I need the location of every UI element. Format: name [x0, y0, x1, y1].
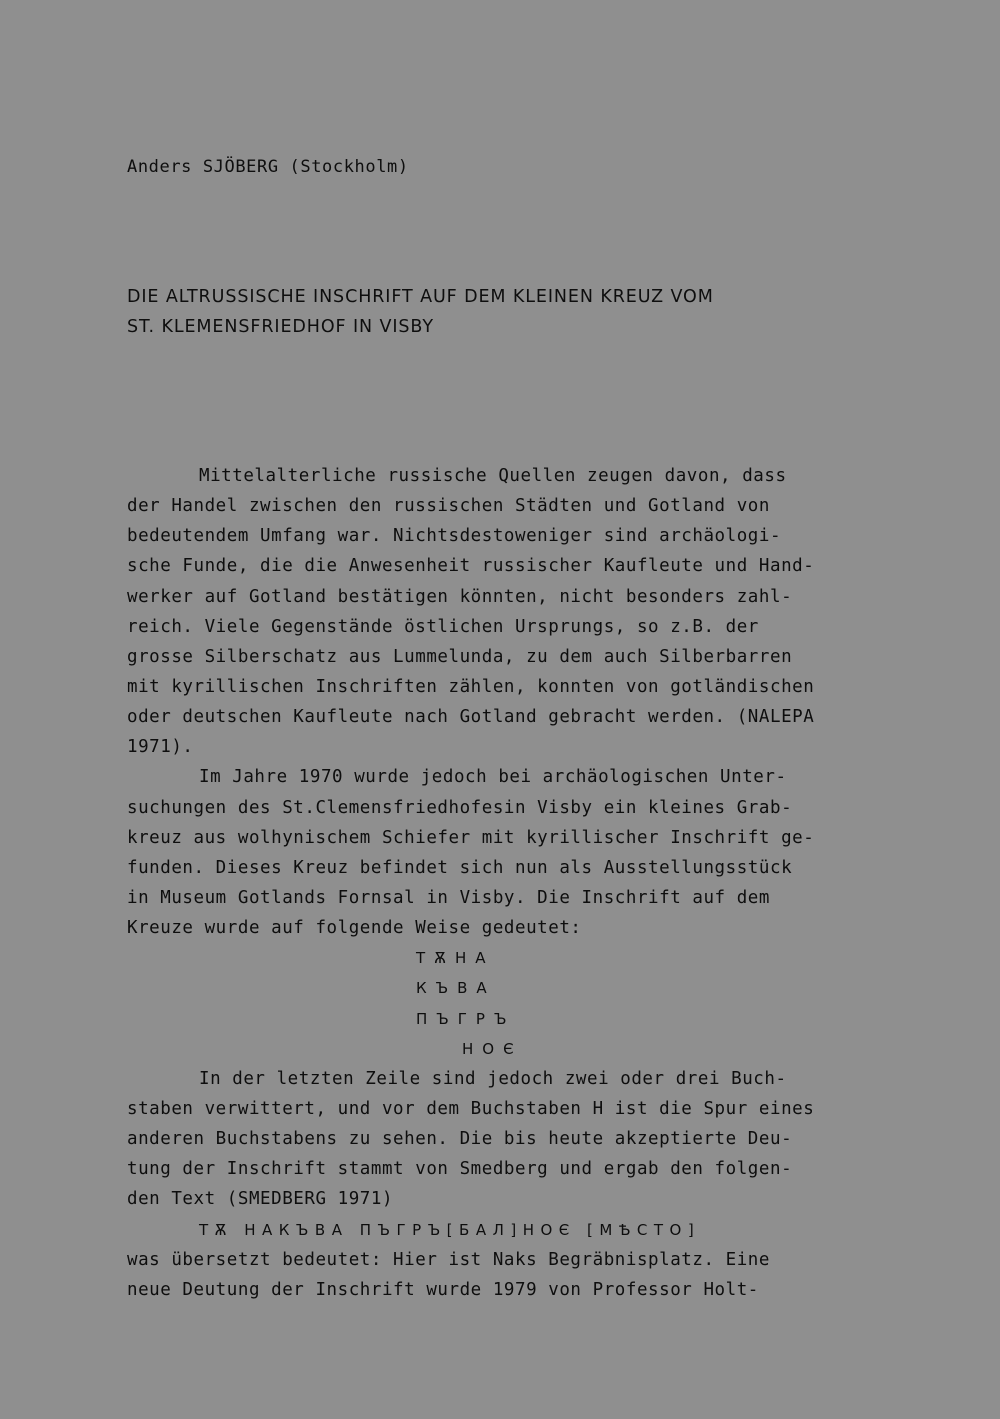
paragraph-line: suchungen des St.Clemensfriedhofesin Visby ein kleines Grab- — [127, 797, 793, 818]
paragraph-line: der Handel zwischen den russischen Städten und Gotland von — [127, 496, 770, 517]
paragraph-line: Kreuze wurde auf folgende Weise gedeutet: — [127, 918, 582, 939]
paragraph-line: tung der Inschrift stammt von Smedberg und ergab den folgen- — [127, 1159, 793, 1180]
paragraph-line: bedeutendem Umfang war. Nichtsdestoweniger sind archäologi- — [127, 526, 782, 547]
paragraph-line: in Museum Gotlands Fornsal in Visby. Die Inschrift auf dem — [127, 887, 770, 908]
paragraph-line: Im Jahre 1970 wurde jedoch bei archäologischen Unter- — [199, 767, 787, 788]
paragraph-line: mit kyrillischen Inschriften zählen, konnten von gotländischen — [127, 676, 815, 697]
paragraph-line: 1971). — [127, 737, 194, 758]
paragraph-line: anderen Buchstabens zu sehen. Die bis heute akzeptierte Deu- — [127, 1129, 793, 1150]
article-title — [127, 282, 714, 342]
paragraph-line: was übersetzt bedeutet: Hier ist Naks Begräbnisplatz. Eine — [127, 1249, 770, 1270]
paragraph-line: den Text (SMEDBERG 1971) — [127, 1189, 394, 1210]
body-text — [127, 461, 887, 1305]
inscription-line: ТѪНА — [416, 949, 495, 968]
paragraph-line: grosse Silberschatz aus Lummelunda, zu dem auch Silberbarren — [127, 646, 793, 667]
inscription-reading: ТѪ НАКЪВА ПЪГРЪ[БАЛ]НОЄ [МѢСТО] — [199, 1220, 701, 1239]
paragraph-line: Mittelalterliche russische Quellen zeugen davon, dass — [199, 466, 787, 486]
paragraph-line: funden. Dieses Kreuz befindet sich nun als Ausstellungsstück — [127, 857, 793, 878]
paragraph-line: oder deutschen Kaufleute nach Gotland gebracht werden. (NALEPA — [127, 707, 815, 728]
title-line: ST. KLEMENSFRIEDHOF IN VISBY — [127, 317, 434, 337]
paragraph-line: werker auf Gotland bestätigen könnten, nicht besonders zahl- — [127, 586, 793, 607]
paragraph-line: kreuz aus wolhynischem Schiefer mit kyrillischer Inschrift ge- — [127, 827, 815, 848]
paragraph-line: neue Deutung der Inschrift wurde 1979 von Professor Holt- — [127, 1279, 759, 1300]
title-line: DIE ALTRUSSISCHE INSCHRIFT AUF DEM KLEINEN KREUZ VOM — [127, 287, 714, 307]
paragraph-line: In der letzten Zeile sind jedoch zwei oder drei Buch- — [199, 1068, 787, 1089]
paragraph-line: staben verwittert, und vor dem Buchstaben Н ist die Spur eines — [127, 1098, 815, 1119]
inscription-line: ПЪГРЪ — [416, 1009, 516, 1028]
inscription-line: КЪВА — [416, 979, 496, 998]
paragraph-line: sche Funde, die die Anwesenheit russischer Kaufleute und Hand- — [127, 556, 815, 577]
paragraph-line: reich. Viele Gegenstände östlichen Ursprungs, so z.B. der — [127, 616, 759, 637]
author-line: Anders SJÖBERG (Stockholm) — [127, 157, 409, 177]
inscription-line: НОЄ — [462, 1039, 523, 1058]
